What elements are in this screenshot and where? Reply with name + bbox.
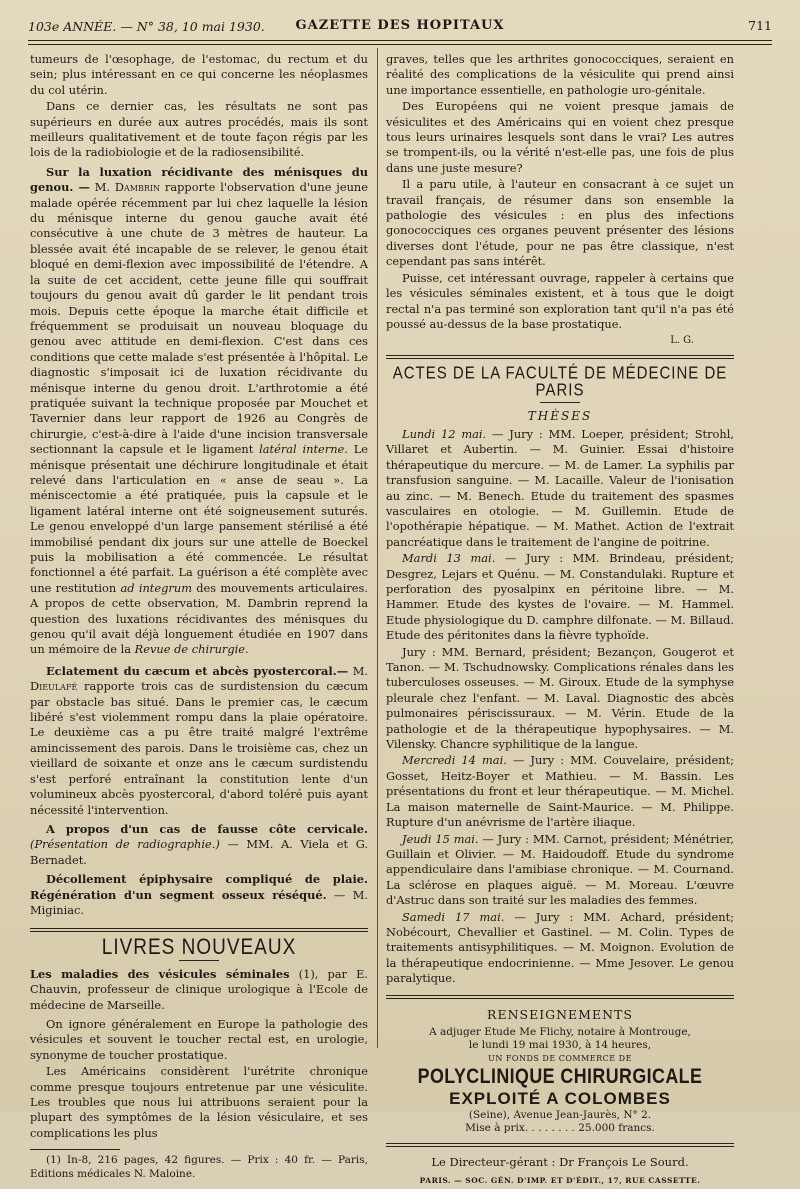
left-column [30,52,368,1182]
thesis-entry [386,427,734,550]
article-text: des mouvements articulaires. A propos de cette observation, M. Dambrin reprend la question des luxations récidivantes des ménisques du genou qu'il avait déjà longuement étudiée en 1907 dans un mémoire de la [30,580,368,657]
article-title: Décollement épiphysaire compliqué de plaie. Régénération d'un segment osseux réséqué. [30,872,368,902]
ad-line: le lundi 19 mai 1930, à 14 heures, [468,1038,652,1051]
thesis-text: — Jury : MM. Loeper, président; Strohl, Villaret et Aubertin. — M. Guinier. Essai d'histoire thérapeutique du mercure. — M. de Lamer. La syphilis par transfusion sanguine. — M. Lacaille. Valeur de l'ionisation au zinc. — M. Benech. Etude du traitement des spasmes vasculaires en otologie. — M. Guillemin. Etude de l'opothérapie hépatique. — M. Mathet. Action de l'extrait pancréatique dans le traitement de l'angine de poitrine. [386,426,735,549]
paragraph: graves, telles que les arthrites gonococciques, seraient en réalité des complications de la vésiculite qui prend ainsi une importance essentielle, en pathologie uro-génitale. [386,52,734,97]
ad-price: Mise à prix. . . . . . . . 25.000 francs. [465,1121,655,1134]
ad-line: UN FONDS DE COMMERCE DE [488,1053,632,1063]
thesis-entry: Jury : MM. Bernard, président; Bezançon, Gougerot et Tanon. — M. Tschudnowsky. Complications rénales dans les tuberculoses osseuses. — M. Giroux. Etude de la symphyse pleurale chez l'enfant. — M. Laval. Diagnostic des abcès pulmonaires périscissuraux. — M. Vérin. Etude de la pathologie et de la thérapeutique hypophysaires. — M. Vilensky. Chancre syphilitique de la langue. [386,644,734,752]
title-rule [540,402,580,403]
ad-subheadline: EXPLOITÉ A COLOMBES [449,1088,671,1108]
article-knee [30,165,368,658]
paragraph: Les Américains considèrent l'urétrite chronique comme presque toujours entretenue par une vésiculite. Les troubles que nous lui attribuons seraient pour la plupart des symptômes de la lésion vésiculaire, et ses complications les plus [30,1064,368,1140]
footnote: (1) In-8, 216 pages, 42 figures. — Prix : 40 fr. — Paris, Editions médicales N. Maloine. [30,1154,368,1180]
ad-line: (Seine), Avenue Jean-Jaurès, N° 2. [468,1108,652,1121]
article-italic: ad integrum [120,580,192,595]
section-rule [30,928,368,932]
issue-info: 103e ANNÉE. — N° 38, 10 mai 1930. [28,19,265,34]
section-rule [386,1143,734,1147]
header-rule [28,40,772,45]
actes-title: ACTES DE LA FACULTÉ DE MÉDECINE DE PARIS [392,363,728,401]
journal-title: GAZETTE DES HOPITAUX [295,18,505,33]
paragraph: On ignore généralement en Europe la pathologie des vésicules et souvent le toucher rectal est, en urologie, synonyme de toucher prostatique. [30,1016,368,1062]
thesis-date: Mardi 13 mai. [402,551,496,566]
article-text: rapporte trois cas de surdistension du cæcum par obstacle bas situé. Dans le premier cas, le cæcum libéré s'est violemment rompu dans la plaie opératoire. Le deuxième cas a pu être traité malgré l'extrême amincissement des parois. Dans le troisième cas, chez un vieillard de soixante et onze ans le cæcum surdistendu s'est perforé entraînant la constitution lente d'un volumineux abcès pyostercoral, d'abord toléré puis ayant nécessité l'intervention. [30,679,368,817]
director-line: Le Directeur-gérant : Dr François Le Sourd. [431,1154,689,1169]
column-separator [377,48,378,1048]
article-text: — M. Miginiac. [30,887,368,917]
article-cote [30,822,368,868]
title-rule [179,960,219,961]
livres-title: LIVRES NOUVEAUX [101,935,297,960]
article-decollement [30,872,368,918]
thesis-date: Jeudi 15 mai. [402,831,479,846]
thesis-text: — Jury : MM. Achard, président; Nobécourt, Chevallier et Gastinel. — M. Colin. Types de traitements antisyphilitiques. — M. Moignon. Evolution de la thérapeutique endocrinienne. — Mme Jesover. Le genou paralytique. [386,909,735,986]
article-title: Eclatement du cæcum et abcès pyostercoral.— [46,663,349,678]
book-review [30,967,368,1013]
signature: L. G. [670,335,694,347]
thesis-entry [386,910,734,987]
thesis-entry [386,832,734,909]
thesis-text: — Jury : MM. Couvelaire, président; Gosset, Heitz-Boyer et Mathieu. — M. Bassin. Les présentations du front et leur thérapeutique. — M. Michel. La maison maternelle de Saint-Maurice. — M. Philippe. Rupture d'un anévrisme de l'artère iliaque. [386,753,734,830]
renseignements-title: RENSEIGNEMENTS [487,1006,633,1022]
paragraph: Des Européens qui ne voient presque jamais de vésiculites et des Américains qui en voient chez presque tous leurs urinaires lesquels sont dans le vrai? Les autres se trompent-ils, ou la vérité n'est-elle pas, une fois de plus dans une juste mesure? [386,99,734,175]
printer-line: PARIS. — SOC. GÉN. D'IMP. ET D'ÉDIT., 17, RUE CASSETTE. [419,1176,701,1186]
article-caecum [30,664,368,818]
thesis-date: Mercredi 14 mai. [402,753,507,768]
section-rule [386,995,734,999]
sale-advert [386,1026,734,1135]
article-title: A propos d'un cas de fausse côte cervicale. [46,821,368,836]
thesis-entry [386,551,734,643]
right-column [386,52,734,1189]
article-text: Le ménisque présentait une déchirure longitudinale et était relevé dans l'articulation en « anse de seau ». La méniscectomie a été pratiquée, puis la capsule et le ligament latéral interne ont été soigneusement suturés. Le genou enveloppé d'un large pansement stérilisé a été immobilisé pendant dix jours sur une attelle de Boeckel puis la mobilisation a été commencée. Le résultat fonctionnel a été parfait. La guérison a été complète avec une restitution [30,442,369,595]
book-title: Les maladies des vésicules séminales [30,966,290,981]
ad-headline: POLYCLINIQUE CHIRURGICALE [417,1064,703,1088]
paragraph: Il a paru utile, à l'auteur en consacrant à ce sujet un travail français, de résumer dans son ensemble la pathologie des vésicules : en plus des infections gonococciques ces organes peuvent présenter des lésions diverses dont l'étude, pour ne pas être classique, n'est cependant pas sans intérêt. [386,177,734,269]
article-text: — MM. A. Viela et G. Bernadet. [30,837,369,867]
page-number: 711 [748,18,772,33]
page-header [28,16,772,40]
thesis-entry [386,753,734,830]
paragraph: tumeurs de l'œsophage, de l'estomac, du rectum et du sein; plus intéressant en ce qui concerne les néoplasmes du col utérin. [30,52,368,97]
article-title: Sur la luxation récidivante des ménisques du genou. — [30,164,368,195]
article-text: rapporte l'observation d'une jeune malade opérée récemment par lui chez laquelle la lésion du ménisque interne du genou gauche avait été consécutive à une chute de 3 mètres de hauteur. La blessée avait été incapable de se relever, le genou était bloqué en demi-flexion avec impossibilité de l'étendre. A la suite de cet accident, cette jeune fille qui souffrait toujours du genou avait dû garder le lit pendant trois mois. Depuis cette époque la marche était difficile et fréquemment se produisait un nouveau bloquage du genou avec attitude en demi-flexion. C'est dans ces conditions que cette malade s'est présentée à l'hôpital. Le diagnostic s'imposait ici de luxation récidivante du ménisque interne du genou droit. L'arthrotomie a été pratiquée suivant la technique proposée par Mouchet et Tavernier dans leur rapport de 1926 au Congrès de chirurgie, c'est-à-dire à l'aide d'une incision transversale sectionnant la capsule et le ligament [30,180,368,457]
paragraph: Dans ce dernier cas, les résultats ne sont pas supérieurs en durée aux autres procédés, mais ils sont meilleurs qualitativement et de toute façon régis par les lois de la radiobiologie et de la radiosensibilité. [30,99,368,160]
thesis-date: Lundi 12 mai. [402,426,487,441]
ad-line: A adjuger Etude Me Flichy, notaire à Montrouge, [429,1025,691,1038]
book-text: (1), par E. Chauvin, professeur de clinique urologique à l'Ecole de médecine de Marseille. [30,966,369,1012]
thesis-date: Samedi 17 mai. [402,909,505,924]
section-rule [386,355,734,359]
thesis-text: — Jury : MM. Brindeau, président; Desgrez, Lejars et Quénu. — M. Constandulaki. Rupture et perforation des pyosalpinx en péritoine libre. — M. Hammer. Etude des kystes de l'ovaire. — M. Hammel. Etude physiologique du D. camphre dilfonate. — M. Billaud. Etude des péritonites dans la fièvre typhoïde. [386,551,734,643]
article-italic: (Présentation de radiographie.) [30,837,220,852]
article-italic: Revue de chirurgie. [134,642,249,657]
article-author: M. Dambrin [94,180,161,195]
article-author: M. Dieulafé [30,663,369,694]
theses-title: THÈSES [527,408,593,423]
paragraph: Puisse, cet intéressant ouvrage, rappeler à certains que les vésicules séminales existent, et à tous que le doigt rectal n'a pas terminé son exploration tant qu'il n'a pas été poussé au-dessus de la base prostatique. [386,270,734,331]
thesis-text: — Jury : MM. Carnot, président; Ménétrier, Guillain et Olivier. — M. Haidoudoff. Etude du syndrome appendiculaire dans l'amibiase chronique. — M. Cournand. La sclérose en plaques aiguë. — M. Moreau. L'œuvre d'Astruc dans son traité sur les maladies des femmes. [386,831,734,908]
footnote-rule [30,1149,120,1150]
article-italic: latéral interne. [259,442,348,457]
